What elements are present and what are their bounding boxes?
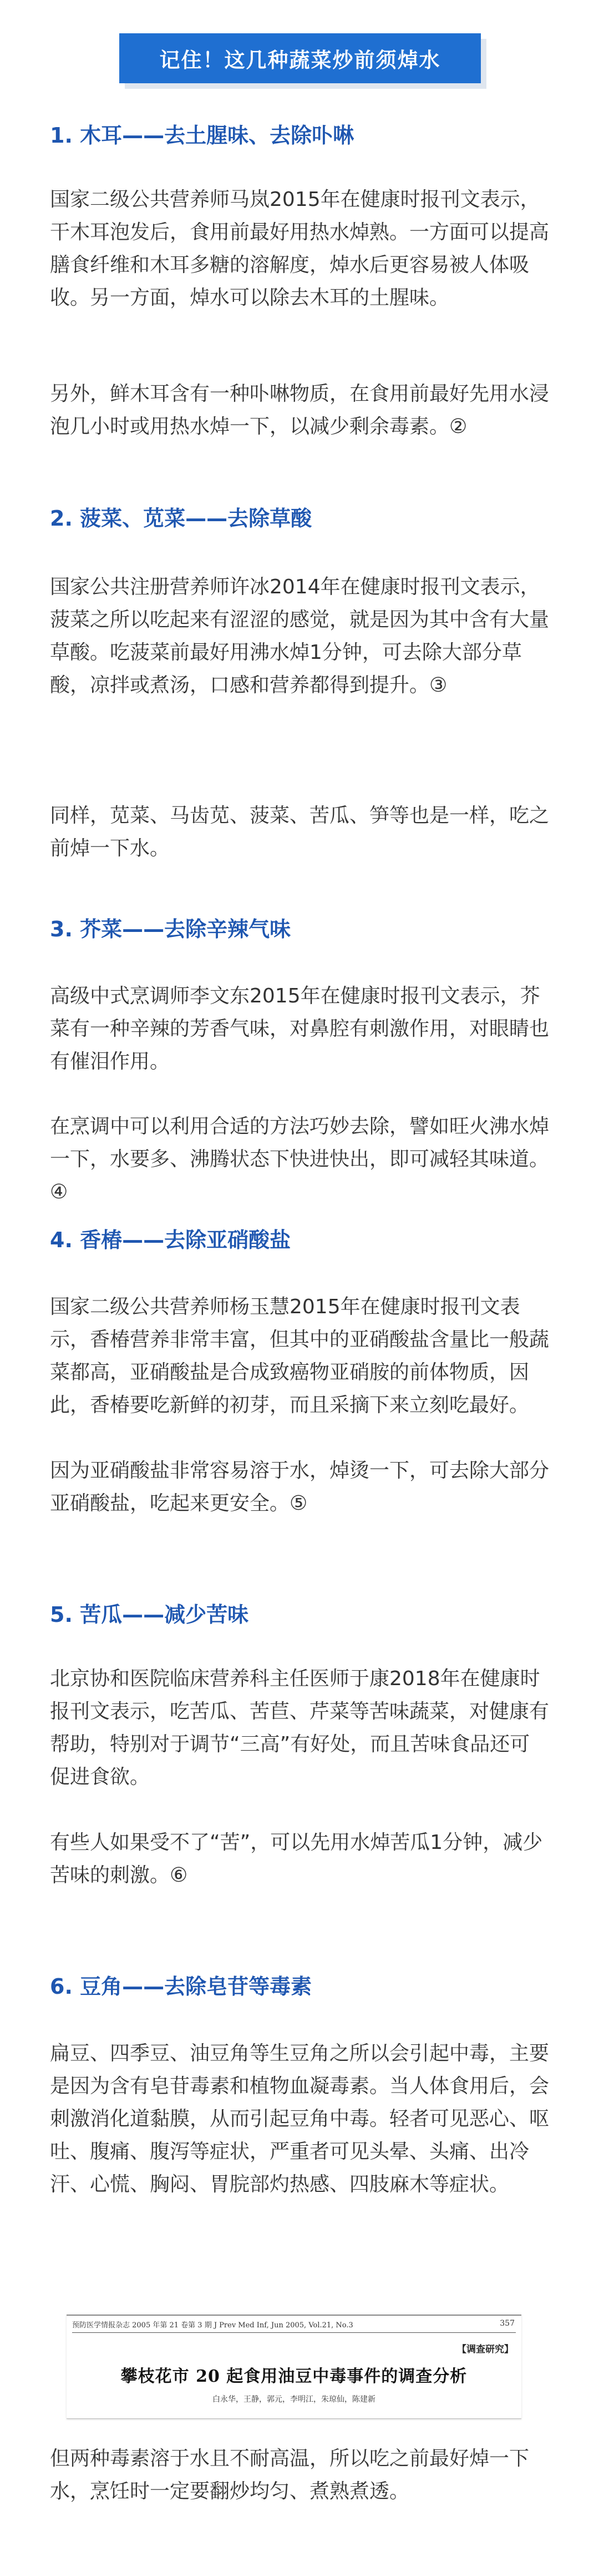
- section-6-paragraph-2: 但两种毒素溶于水且不耐高温，所以吃之前最好焯一下水，烹饪时一定要翻炒均匀、煮熟煮透。: [50, 2447, 530, 2503]
- section-2-paragraph-1: 国家公共注册营养师许冰2014年在健康时报刊文表示，菠菜之所以吃起来有涩涩的感觉，就是因为其中含有大量草酸。吃菠菜前最好用沸水焯1分钟，可去除大部分草酸，凉拌或煮汤，口感和营养都得到提升。③: [50, 576, 550, 697]
- section-1-paragraph-2: 另外，鲜木耳含有一种卟啉物质，在食用前最好先用水浸泡几小时或用热水焯一下，以减少剩余毒素。②: [50, 382, 550, 438]
- paper-section-tag: 【调查研究】: [457, 2344, 514, 2355]
- paper-page-number: 357: [500, 2319, 515, 2328]
- section-title-beans: 6. 豆角——去除皂苷等毒素: [50, 1974, 312, 1999]
- section-title-bitter-melon: 5. 苦瓜——减少苦味: [50, 1602, 249, 1627]
- section-5-paragraph-1: 北京协和医院临床营养科主任医师于康2018年在健康时报刊文表示，吃苦瓜、苦苣、芹菜等苦味蔬菜，对健康有帮助，特别对于调节“三高”有好处，而且苦味食品还可促进食欲。: [50, 1667, 550, 1788]
- header-banner: [0, 33, 599, 95]
- paper-authors: 白永华，王静，郭元，李明江，朱琼仙，陈建新: [212, 2395, 375, 2404]
- section-title-toona: 4. 香椿——去除亚硝酸盐: [50, 1228, 291, 1252]
- section-4-paragraph-1: 国家二级公共营养师杨玉慧2015年在健康时报刊文表示，香椿营养非常丰富，但其中的亚硝酸盐含量比一般蔬菜都高，亚硝酸盐是合成致癌物亚硝胺的前体物质，因此，香椿要吃新鲜的初芽，而且采摘下来立刻吃最好。: [50, 1295, 550, 1416]
- section-2-paragraph-2: 同样，苋菜、马齿苋、菠菜、苦瓜、笋等也是一样，吃之前焯一下水。: [50, 804, 550, 860]
- paper-header-rule: [72, 2332, 516, 2333]
- section-4-paragraph-2: 因为亚硝酸盐非常容易溶于水，焯烫一下，可去除大部分亚硝酸盐，吃起来更安全。⑤: [50, 1459, 550, 1515]
- paper-journal-header: 预防医学情报杂志 2005 年第 21 卷第 3 期 J Prev Med Inf, Jun 2005, Vol.21, No.3: [72, 2321, 353, 2330]
- section-3-paragraph-1: 高级中式烹调师李文东2015年在健康时报刊文表示，芥菜有一种辛辣的芳香气味，对鼻腔有刺激作用，对眼睛也有催泪作用。: [50, 985, 550, 1073]
- section-title-mustard: 3. 芥菜——去除辛辣气味: [50, 917, 291, 941]
- journal-paper-clipping: [67, 2315, 521, 2419]
- section-5-paragraph-2: 有些人如果受不了“苦”，可以先用水焯苦瓜1分钟，减少苦味的刺激。⑥: [50, 1831, 543, 1887]
- section-title-spinach: 2. 菠菜、苋菜——去除草酸: [50, 506, 312, 531]
- section-3-paragraph-2: 在烹调中可以利用合适的方法巧妙去除，譬如旺火沸水焯一下，水要多、沸腾状态下快进快出，即可减轻其味道。④: [50, 1115, 550, 1203]
- section-6-paragraph-1: 扁豆、四季豆、油豆角等生豆角之所以会引起中毒，主要是因为含有皂苷毒素和植物血凝毒素。当人体食用后，会刺激消化道黏膜，从而引起豆角中毒。轻者可见恶心、呕吐、腹痛、腹泻等症状，严重者可见头晕、头痛、出冷汗、心慌、胸闷、胃脘部灼热感、四肢麻木等症状。: [50, 2042, 550, 2196]
- paper-title: 攀枝花市 20 起食用油豆中毒事件的调查分析: [120, 2367, 468, 2386]
- banner-title: 记住！这几种蔬菜炒前须焯水: [119, 33, 481, 83]
- section-title-wood-ear: 1. 木耳——去土腥味、去除卟啉: [50, 123, 354, 148]
- section-1-paragraph-1: 国家二级公共营养师马岚2015年在健康时报刊文表示，干木耳泡发后，食用前最好用热水焯熟。一方面可以提高膳食纤维和木耳多糖的溶解度，焯水后更容易被人体吸收。另一方面，焯水可以除去木耳的土腥味。: [50, 188, 550, 309]
